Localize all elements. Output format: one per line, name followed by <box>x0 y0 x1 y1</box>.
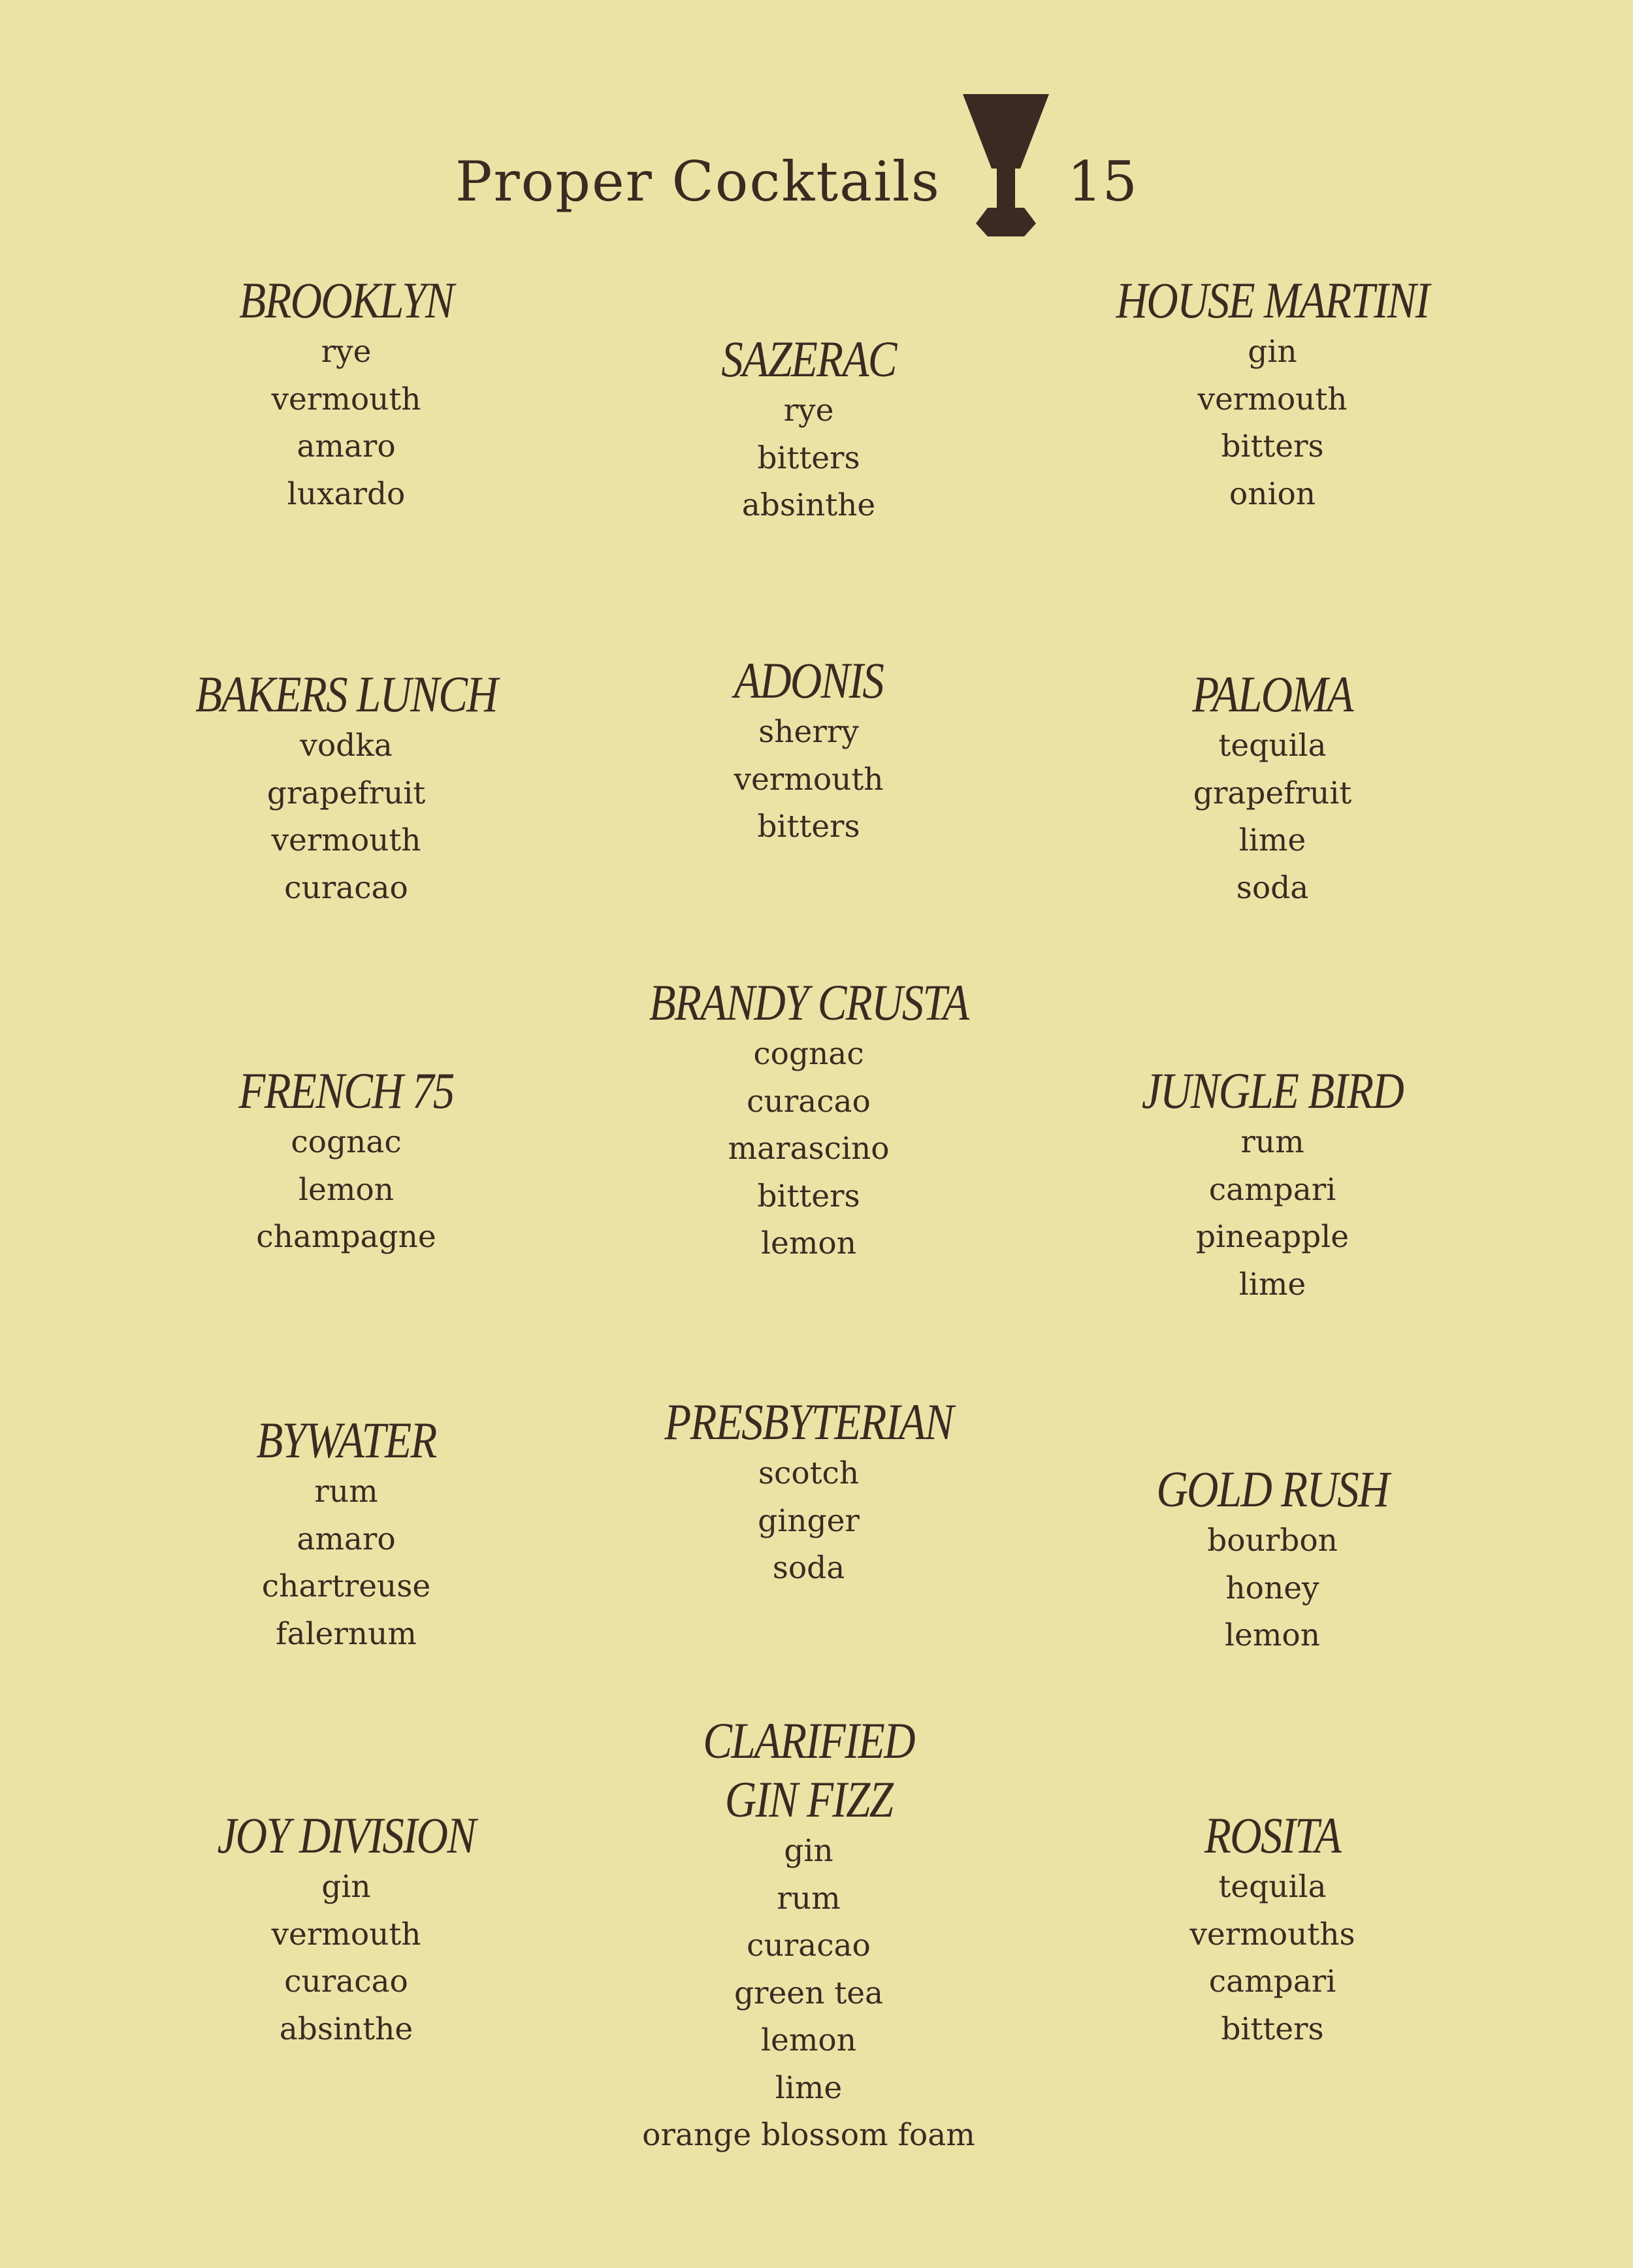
ingredient: rum <box>1240 1124 1304 1160</box>
drink-item <box>1024 1806 1521 2053</box>
ingredient: lime <box>1238 822 1306 858</box>
drink-name: ROSITA <box>1204 1807 1341 1864</box>
ingredient: bitters <box>757 809 860 845</box>
ingredient: campari <box>1208 1964 1336 2000</box>
ingredient: absinthe <box>741 487 876 523</box>
ingredient: vermouths <box>1189 1916 1355 1952</box>
drink-name: SAZERAC <box>721 331 896 387</box>
ingredient: curacao <box>747 1928 871 1964</box>
ingredient: bitters <box>757 1178 860 1214</box>
drink-name: ADONIS <box>734 652 884 709</box>
ingredient: gin <box>784 1833 833 1869</box>
ingredient: bourbon <box>1207 1523 1338 1559</box>
drink-name: PALOMA <box>1192 666 1353 722</box>
ingredient: cognac <box>291 1124 402 1160</box>
drink-name: FRENCH 75 <box>238 1062 454 1119</box>
ingredient: gin <box>1248 334 1297 370</box>
ingredient: cognac <box>753 1036 864 1072</box>
ingredient: bitters <box>1221 2011 1324 2047</box>
ingredient: vermouth <box>734 761 884 798</box>
ingredient: onion <box>1229 476 1316 512</box>
ingredient: lemon <box>761 2022 856 2058</box>
ingredient: grapefruit <box>1193 775 1352 811</box>
cocktail-glass-icon <box>960 91 1052 238</box>
ingredient: amaro <box>297 429 396 464</box>
drink-item <box>98 1411 594 1658</box>
ingredient: grapefruit <box>267 775 426 811</box>
drink-item <box>98 665 594 912</box>
drink-item <box>1024 665 1521 912</box>
ingredient: amaro <box>297 1521 396 1557</box>
ingredient: rum <box>314 1474 378 1510</box>
ingredient: vermouth <box>1197 381 1348 417</box>
drink-item <box>1024 1061 1521 1308</box>
ingredient: soda <box>772 1550 845 1586</box>
ingredient: rye <box>783 393 834 429</box>
ingredient: scotch <box>758 1455 860 1491</box>
ingredient: champagne <box>256 1219 436 1255</box>
drink-item <box>560 330 1057 530</box>
ingredient: vermouth <box>271 822 421 858</box>
ingredient: ginger <box>758 1502 860 1539</box>
drink-item <box>98 1061 594 1261</box>
ingredient: lime <box>1238 1266 1306 1303</box>
ingredient: rye <box>321 334 372 370</box>
ingredient: green tea <box>734 1975 884 2011</box>
drink-item <box>1024 271 1521 518</box>
ingredient: bitters <box>1221 429 1324 464</box>
ingredient: luxardo <box>287 476 406 512</box>
drink-name: HOUSE MARTINI <box>1116 272 1429 329</box>
drink-name: CLARIFIED GIN FIZZ <box>703 1712 914 1828</box>
drink-name: JOY DIVISION <box>217 1807 476 1864</box>
drink-item <box>98 271 594 518</box>
ingredient: lemon <box>761 1225 856 1261</box>
drink-name: BYWATER <box>256 1412 436 1468</box>
menu-title: Proper Cocktails <box>455 150 941 214</box>
ingredient: chartreuse <box>261 1568 431 1604</box>
ingredient: tequila <box>1218 1869 1327 1905</box>
drink-name: BRANDY CRUSTA <box>649 974 969 1031</box>
ingredient: lemon <box>299 1171 394 1208</box>
ingredient: tequila <box>1218 728 1327 764</box>
drink-item <box>560 973 1057 1268</box>
drink-item <box>1024 1460 1521 1660</box>
drink-name: GOLD RUSH <box>1156 1461 1389 1517</box>
drink-name: BROOKLYN <box>239 272 453 329</box>
ingredient: honey <box>1225 1570 1319 1606</box>
ingredient: curacao <box>284 869 408 906</box>
ingredient: bitters <box>757 440 860 476</box>
ingredient: vermouth <box>271 1916 421 1952</box>
drink-item <box>560 1711 1057 2160</box>
ingredient: soda <box>1236 869 1309 906</box>
drink-name: PRESBYTERIAN <box>664 1393 953 1450</box>
drink-item <box>560 651 1057 851</box>
ingredient: lemon <box>1225 1617 1320 1653</box>
ingredient: lime <box>775 2069 843 2106</box>
menu-price: 15 <box>1067 150 1137 214</box>
ingredient: campari <box>1208 1171 1336 1208</box>
ingredient: falernum <box>276 1615 417 1652</box>
drink-item <box>560 1393 1057 1593</box>
ingredient: pineapple <box>1195 1219 1350 1255</box>
ingredient: vodka <box>300 728 393 764</box>
drink-name: BAKERS LUNCH <box>195 666 497 722</box>
ingredient: gin <box>321 1869 371 1905</box>
ingredient: rum <box>777 1880 841 1917</box>
drink-name: JUNGLE BIRD <box>1141 1062 1404 1119</box>
ingredient: sherry <box>758 714 859 750</box>
ingredient: vermouth <box>271 381 421 417</box>
drink-item <box>98 1806 594 2053</box>
ingredient: orange blossom foam <box>642 2117 975 2153</box>
ingredient: marascino <box>728 1131 890 1167</box>
ingredient: absinthe <box>279 2011 413 2047</box>
ingredient: curacao <box>747 1083 871 1120</box>
ingredient: curacao <box>284 1964 408 2000</box>
